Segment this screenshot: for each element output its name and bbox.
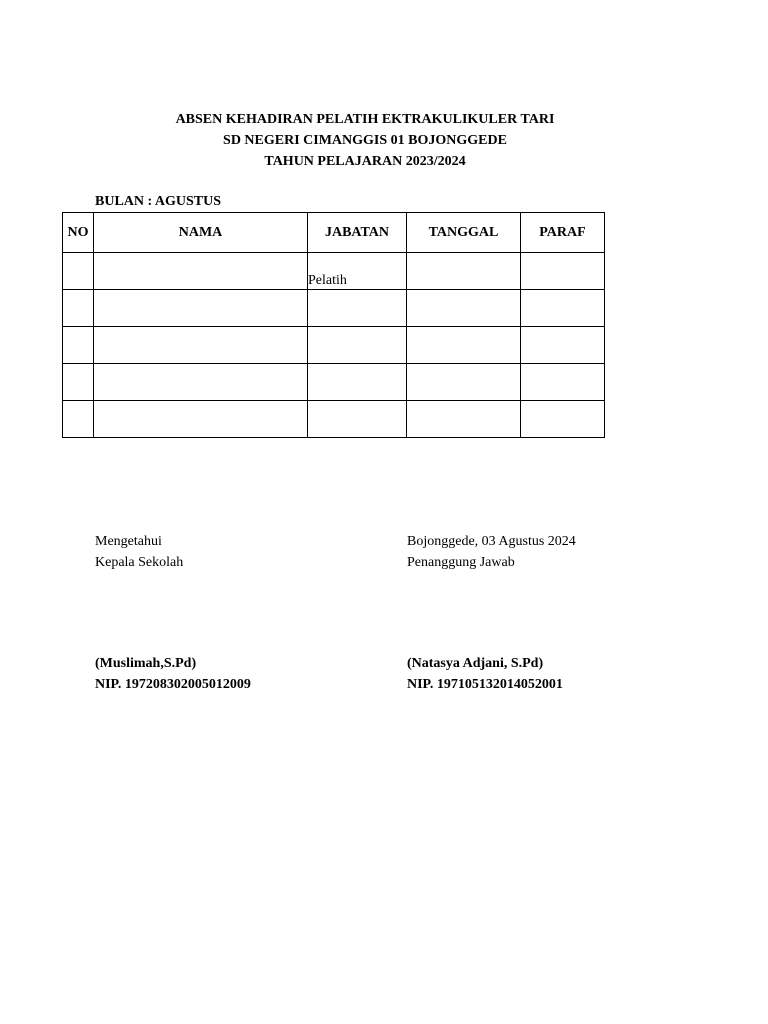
column-header-tanggal: TANGGAL [407,213,521,253]
cell-paraf [521,253,605,290]
cell-jabatan [308,401,407,438]
cell-no [63,364,94,401]
title-line-2: SD NEGERI CIMANGGIS 01 BOJONGGEDE [223,133,507,148]
principal-nip: NIP. 197208302005012009 [95,677,251,692]
cell-nama [94,401,308,438]
cell-paraf [521,364,605,401]
table-row [63,290,605,327]
table-header-row [63,213,605,253]
cell-nama [94,364,308,401]
title-line-1: ABSEN KEHADIRAN PELATIH EKTRAKULIKULER TARI [175,112,555,127]
title-line-3: TAHUN PELAJARAN 2023/2024 [264,154,466,169]
place-date: Bojonggede, 03 Agustus 2024 [407,534,576,549]
responsible-name: (Natasya Adjani, S.Pd) [407,656,544,671]
principal-name: (Muslimah,S.Pd) [95,656,197,671]
cell-tanggal [407,327,521,364]
responsible-nip: NIP. 197105132014052001 [407,677,563,692]
cell-paraf [521,401,605,438]
signature-block-left [95,531,251,695]
signature-block-right [407,531,576,695]
cell-tanggal [407,401,521,438]
table-row [63,327,605,364]
cell-jabatan: Pelatih [308,253,407,290]
principal-role: Kepala Sekolah [95,555,184,570]
cell-nama [94,327,308,364]
cell-jabatan [308,327,407,364]
cell-no [63,290,94,327]
cell-tanggal [407,253,521,290]
month-label: BULAN : AGUSTUS [95,194,222,209]
cell-tanggal [407,290,521,327]
cell-no [63,327,94,364]
column-header-paraf: PARAF [521,213,605,253]
cell-paraf [521,290,605,327]
responsible-role: Penanggung Jawab [407,555,515,570]
cell-jabatan [308,290,407,327]
cell-nama [94,253,308,290]
cell-no [63,401,94,438]
cell-jabatan [308,364,407,401]
cell-nama [94,290,308,327]
table-row [63,401,605,438]
column-header-nama: NAMA [94,213,308,253]
cell-paraf [521,327,605,364]
table-row [63,253,605,290]
cell-tanggal [407,364,521,401]
acknowledgement-label: Mengetahui [95,534,162,549]
attendance-table [62,212,605,438]
cell-no [63,253,94,290]
column-header-jabatan: JABATAN [308,213,407,253]
table-row [63,364,605,401]
column-header-no: NO [63,213,94,253]
